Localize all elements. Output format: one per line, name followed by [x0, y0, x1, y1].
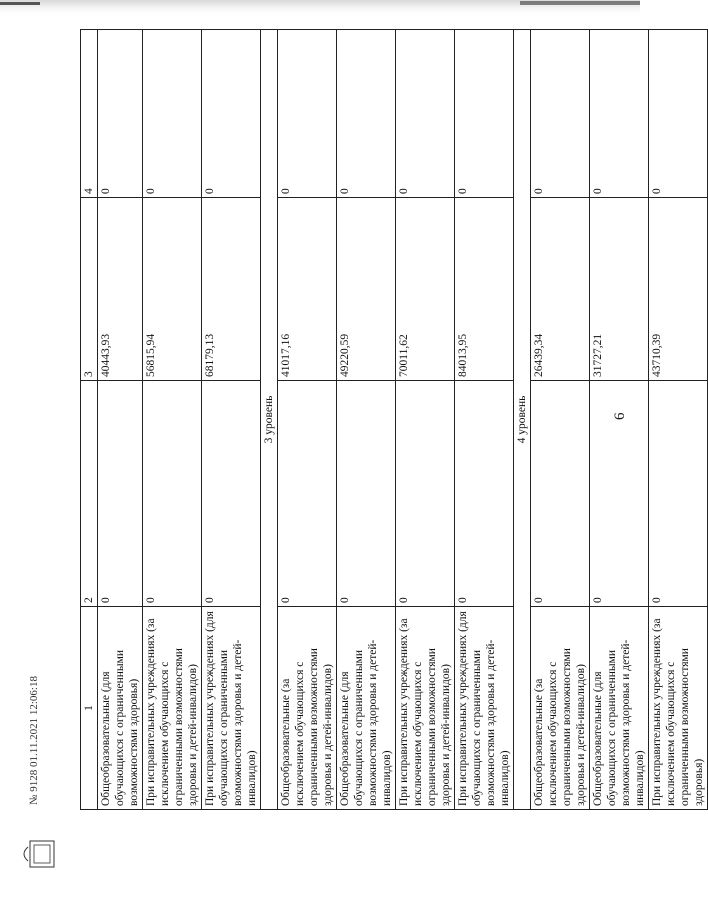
registration-footer: № 9128 01.11.2021 12:06:18 — [28, 676, 40, 805]
institution-type: При исправительных учреждениях (за исключением обучающихся с ограниченными возможностями здоровья) — [649, 607, 708, 810]
value-col-2: 0 — [98, 381, 143, 607]
value-col-4: 0 — [337, 30, 396, 198]
value-col-2: 0 — [202, 381, 261, 607]
page-number: 6 — [612, 412, 628, 420]
value-col-4: 0 — [278, 30, 337, 198]
institution-type: При исправительных учреждениях (за исключением обучающихся с ограниченными возможностями здоровья и детей-инвалидов) — [396, 607, 455, 810]
value-col-2: 0 — [531, 381, 590, 607]
table-row — [98, 30, 143, 810]
institution-type: Общеобразовательные (для обучающихся с ограниченными возможностями здоровья) — [98, 607, 143, 810]
value-col-4: 0 — [396, 30, 455, 198]
value-col-2: 0 — [278, 381, 337, 607]
data-table — [80, 29, 708, 810]
table-row — [278, 30, 337, 810]
value-col-3: 31727,21 — [590, 198, 649, 381]
value-col-4: 0 — [455, 30, 514, 198]
value-col-4: 0 — [202, 30, 261, 198]
table-row — [396, 30, 455, 810]
level-heading: 3 уровень — [261, 30, 278, 810]
institution-type: Общеобразовательные (для обучающихся с ограниченными возможностями здоровья и детей-инвалидов) — [337, 607, 396, 810]
stamp-icon — [20, 839, 56, 869]
table-row — [143, 30, 202, 810]
value-col-3: 40443,93 — [98, 198, 143, 381]
value-col-3: 68179,13 — [202, 198, 261, 381]
table-row — [649, 30, 708, 810]
level-heading: 4 уровень — [514, 30, 531, 810]
value-col-2: 0 — [143, 381, 202, 607]
table-body — [81, 30, 708, 810]
institution-type: Общеобразовательные (за исключением обучающихся с ограниченными возможностями здоровья и детей-инвалидов) — [531, 607, 590, 810]
value-col-4: 0 — [98, 30, 143, 198]
table-row — [337, 30, 396, 810]
value-col-2: 0 — [337, 381, 396, 607]
value-col-4: 0 — [531, 30, 590, 198]
value-col-3: 41017,16 — [278, 198, 337, 381]
institution-type: Общеобразовательные (за исключением обучающихся с ограниченными возможностями здоровья и детей-инвалидов) — [278, 607, 337, 810]
value-col-3: 49220,59 — [337, 198, 396, 381]
table-row — [455, 30, 514, 810]
value-col-3: 56815,94 — [143, 198, 202, 381]
value-col-3: 84013,95 — [455, 198, 514, 381]
institution-type: При исправительных учреждениях (за исключением обучающихся с ограниченными возможностями здоровья и детей-инвалидов) — [143, 607, 202, 810]
value-col-2: 0 — [455, 381, 514, 607]
institution-type: Общеобразовательные (для обучающихся с ограниченными возможностями здоровья и детей-инвалидов) — [590, 607, 649, 810]
value-col-2: 0 — [396, 381, 455, 607]
value-col-2: 0 — [649, 381, 708, 607]
header-cell: 2 — [81, 381, 98, 607]
table-row — [531, 30, 590, 810]
value-col-4: 0 — [590, 30, 649, 198]
institution-type: При исправительных учреждениях (для обучающихся с ограниченными возможностями здоровья и детей-инвалидов) — [202, 607, 261, 810]
header-cell: 1 — [81, 607, 98, 810]
value-col-4: 0 — [649, 30, 708, 198]
table-row — [202, 30, 261, 810]
value-col-3: 43710,39 — [649, 198, 708, 381]
value-col-4: 0 — [143, 30, 202, 198]
value-col-3: 26439,34 — [531, 198, 590, 381]
value-col-3: 70011,62 — [396, 198, 455, 381]
value-col-2: 0 — [590, 381, 649, 607]
level-row — [261, 30, 278, 810]
header-row — [81, 30, 98, 810]
header-cell: 4 — [81, 30, 98, 198]
table-row — [590, 30, 649, 810]
header-cell: 3 — [81, 198, 98, 381]
institution-type: При исправительных учреждениях (для обучающихся с ограниченными возможностями здоровья и детей-инвалидов) — [455, 607, 514, 810]
level-row — [514, 30, 531, 810]
